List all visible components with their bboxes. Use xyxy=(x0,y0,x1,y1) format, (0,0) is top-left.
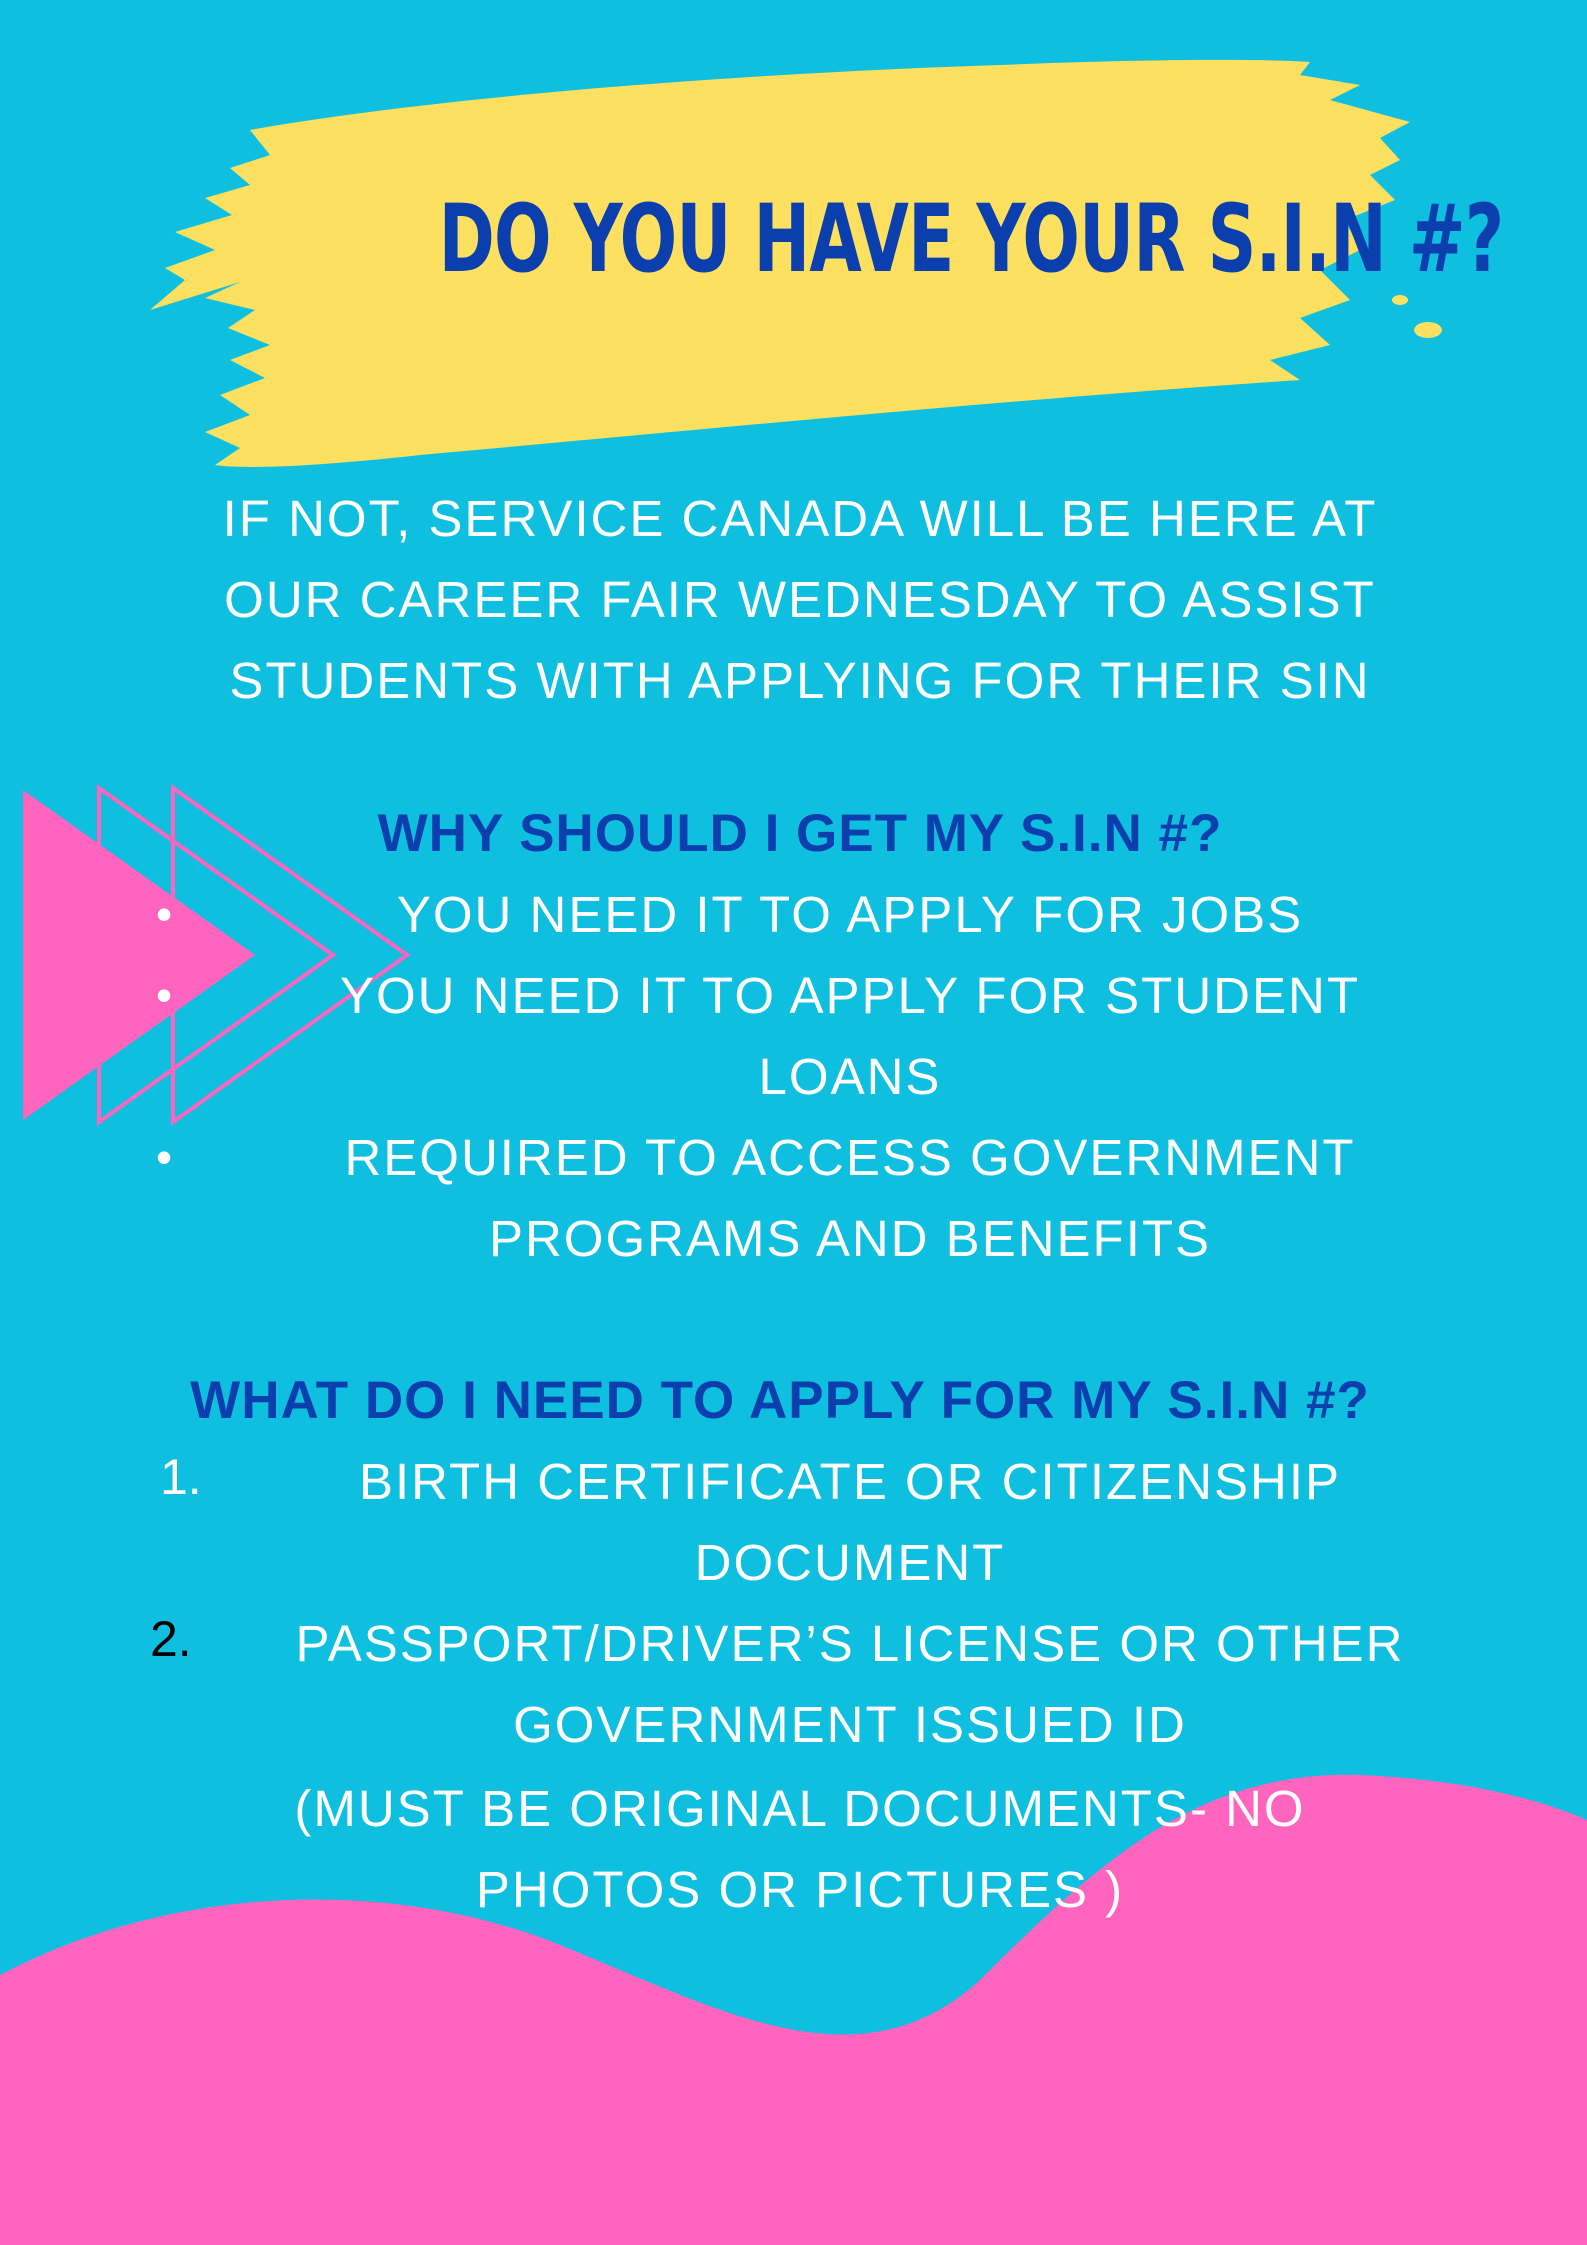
note-line: (MUST BE ORIGINAL DOCUMENTS- NO xyxy=(294,1780,1306,1837)
original-documents-note xyxy=(120,1768,1480,1930)
bullet-dot: • xyxy=(156,1131,173,1183)
bullet-dot: • xyxy=(156,969,173,1021)
what-item-line: BIRTH CERTIFICATE OR CITIZENSHIP xyxy=(358,1453,1342,1510)
what-item-birth-certificate xyxy=(240,1441,1460,1603)
why-heading: WHY SHOULD I GET MY S.I.N #? xyxy=(377,804,1223,863)
list-number: 2. xyxy=(150,1611,192,1667)
what-item-line: DOCUMENT xyxy=(694,1534,1006,1591)
what-item-passport xyxy=(240,1603,1460,1765)
why-item-line: LOANS xyxy=(758,1048,942,1105)
list-number: 1. xyxy=(160,1449,202,1505)
what-heading: WHAT DO I NEED TO APPLY FOR MY S.I.N #? xyxy=(190,1371,1370,1430)
why-item-line: REQUIRED TO ACCESS GOVERNMENT xyxy=(344,1129,1356,1186)
why-item-student-loans xyxy=(240,955,1460,1117)
why-item-government-programs xyxy=(240,1117,1460,1279)
intro-text xyxy=(120,478,1480,721)
intro-line: STUDENTS WITH APPLYING FOR THEIR SIN xyxy=(229,652,1371,709)
why-item-line: PROGRAMS AND BENEFITS xyxy=(488,1210,1212,1267)
why-item-line: YOU NEED IT TO APPLY FOR STUDENT xyxy=(339,967,1360,1024)
intro-line: IF NOT, SERVICE CANADA WILL BE HERE AT xyxy=(222,490,1378,547)
what-item-line: PASSPORT/DRIVER’S LICENSE OR OTHER xyxy=(295,1615,1405,1672)
page-title: DO YOU HAVE YOUR S.I.N #? xyxy=(438,185,1504,294)
what-item-line: GOVERNMENT ISSUED ID xyxy=(513,1696,1187,1753)
why-item-jobs: YOU NEED IT TO APPLY FOR JOBS xyxy=(396,886,1304,943)
bullet-dot: • xyxy=(156,888,173,940)
intro-line: OUR CAREER FAIR WEDNESDAY TO ASSIST xyxy=(224,571,1376,628)
note-line: PHOTOS OR PICTURES ) xyxy=(475,1861,1125,1918)
